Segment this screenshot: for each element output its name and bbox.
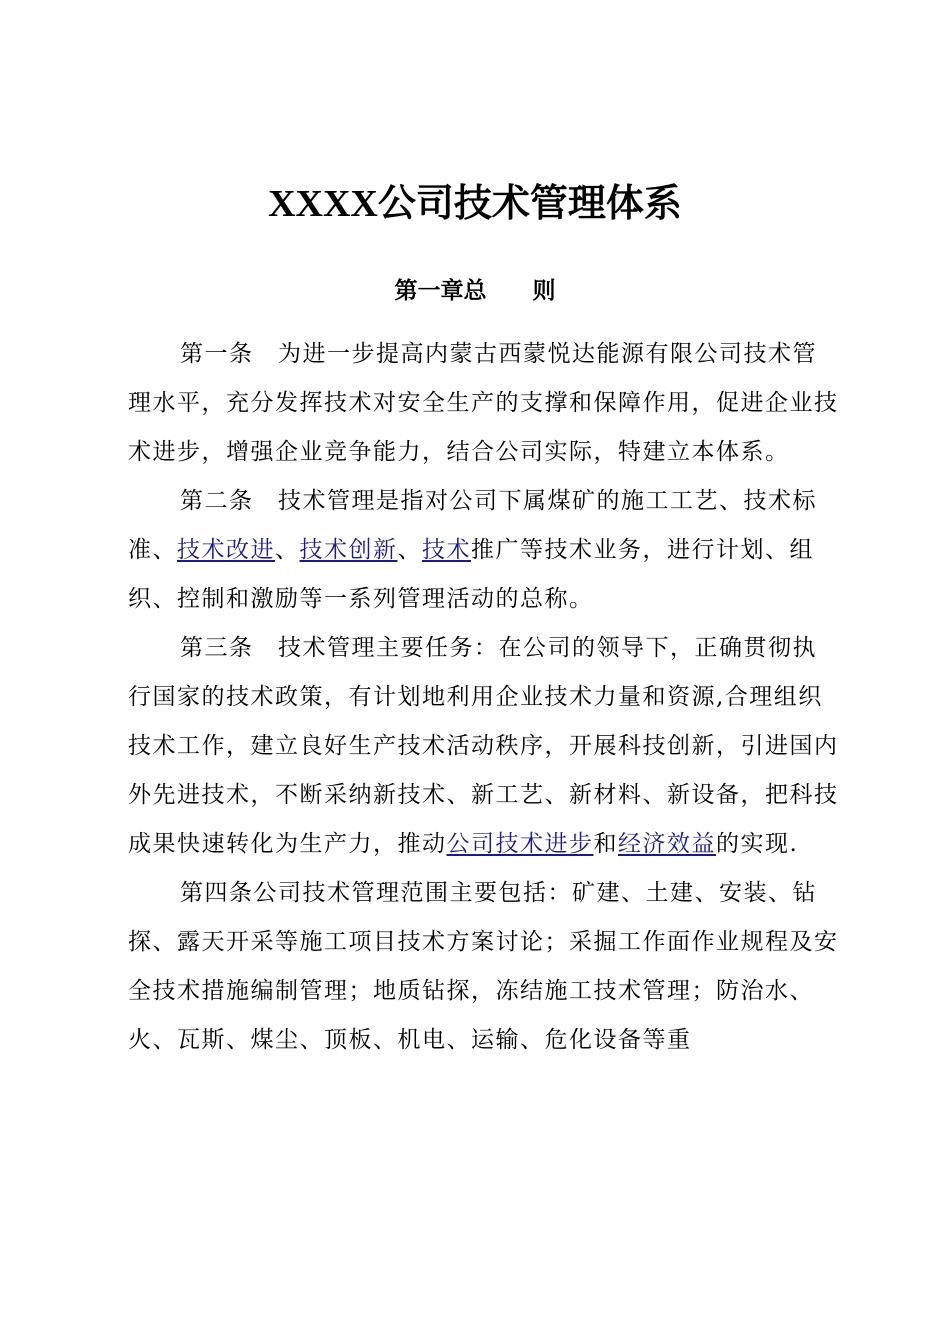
link-technical-innovation[interactable]: 技术创新 xyxy=(299,537,398,563)
article-2-text-before: 第二条 技术管理是指对公司下属煤矿的施工工艺、技术标准、 xyxy=(128,488,817,563)
document-title: XXXX公司技术管理体系 xyxy=(268,183,682,225)
article-3 xyxy=(128,624,840,869)
article-3-text-mid: 和 xyxy=(593,831,618,857)
article-2-text-after: 推广等技术业务，进行计划、组织、控制和激励等一系列管理活动的总称。 xyxy=(128,537,814,612)
link-economic-benefit[interactable]: 经济效益 xyxy=(618,831,716,857)
article-2-separator-2: 、 xyxy=(397,537,422,563)
chapter-heading: 第一章总 则 xyxy=(394,278,556,304)
link-company-tech-progress[interactable]: 公司技术进步 xyxy=(446,831,594,857)
article-2 xyxy=(128,477,840,624)
link-technology[interactable]: 技术 xyxy=(422,537,471,563)
article-4: 第四条公司技术管理范围主要包括：矿建、土建、安装、钻探、露天开采等施工项目技术方案讨论；采掘工作面作业规程及安全技术措施编制管理；地质钻探，冻结施工技术管理；防治水、火、瓦斯、煤尘、顶板、机电、运输、危化设备等重 xyxy=(128,880,839,1053)
document-body xyxy=(128,330,840,1065)
article-1: 第一条 为进一步提高内蒙古西蒙悦达能源有限公司技术管理水平，充分发挥技术对安全生产的支撑和保障作用，促进企业技术进步，增强企业竞争能力，结合公司实际，特建立本体系。 xyxy=(128,341,839,465)
article-3-text-before: 第三条 技术管理主要任务：在公司的领导下，正确贯彻执行国家的技术政策，有计划地利用企业技术力量和资源,合理组织技术工作，建立良好生产技术活动秩序，开展科技创新，引进国内外先进技术，不断采纳新技术、新工艺、新材料、新设备，把科技成果快速转化为生产力，推动 xyxy=(128,635,839,857)
article-3-text-after: 的实现. xyxy=(716,831,799,857)
link-technical-improvement[interactable]: 技术改进 xyxy=(177,537,275,563)
article-2-separator-1: 、 xyxy=(275,537,300,563)
